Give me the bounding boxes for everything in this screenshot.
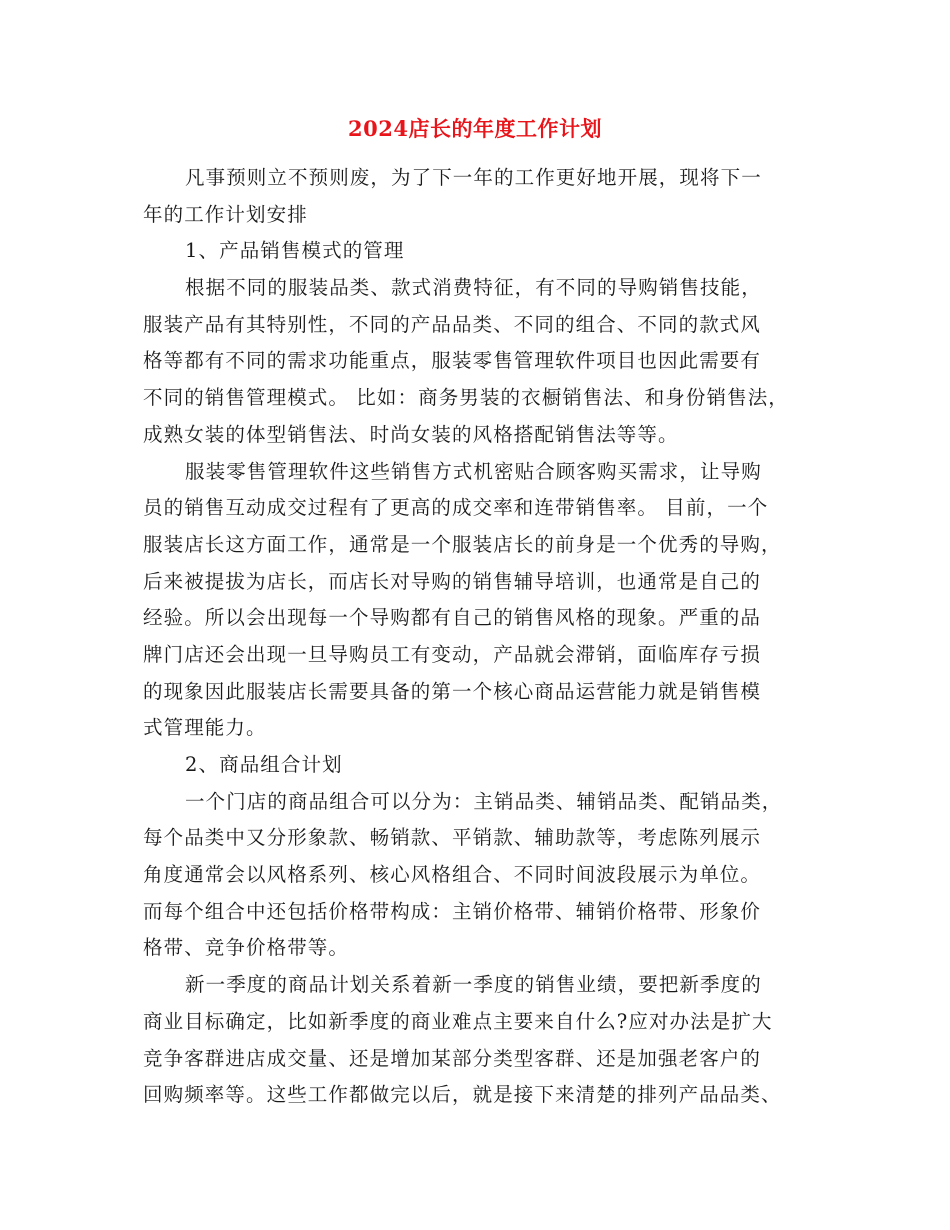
body-line: 1、产品销售模式的管理: [185, 239, 405, 263]
body-line: 的现象因此服装店长需要具备的第一个核心商品运营能力就是销售模: [143, 679, 762, 703]
body-line: 年的工作计划安排: [143, 202, 308, 226]
body-line: 根据不同的服装品类、款式消费特征，有不同的导购销售技能，: [185, 276, 762, 300]
body-line: 新一季度的商品计划关系着新一季度的销售业绩，要把新季度的: [185, 973, 762, 997]
body-line: 服装零售管理软件这些销售方式机密贴合顾客购买需求，让导购: [185, 459, 762, 483]
document-title: 2024店长的年度工作计划: [348, 116, 602, 141]
body-line: 员的销售互动成交过程有了更高的成交率和连带销售率。 目前，一个: [143, 496, 769, 520]
body-line: 成熟女装的体型销售法、时尚女装的风格搭配销售法等等。: [143, 422, 679, 446]
body-line: 回购频率等。这些工作都做完以后，就是接下来清楚的排列产品品类、: [143, 1083, 782, 1107]
body-line: 格等都有不同的需求功能重点，服装零售管理软件项目也因此需要有: [143, 349, 762, 373]
body-line: 服装产品有其特别性，不同的产品品类、不同的组合、不同的款式风: [143, 312, 762, 336]
body-line: 每个品类中又分形象款、畅销款、平销款、辅助款等，考虑陈列展示: [143, 826, 762, 850]
document-body: [143, 160, 823, 1114]
body-line: 经验。所以会出现每一个导购都有自己的销售风格的现象。严重的品: [143, 606, 762, 630]
body-line: 一个门店的商品组合可以分为：主销品类、辅销品类、配销品类，: [185, 789, 783, 813]
body-line: 式管理能力。: [143, 716, 267, 740]
body-line: 服装店长这方面工作，通常是一个服装店长的前身是一个优秀的导购，: [143, 532, 782, 556]
body-line: 而每个组合中还包括价格带构成：主销价格带、辅销价格带、形象价: [143, 899, 762, 923]
body-line: 牌门店还会出现一旦导购员工有变动，产品就会滞销，面临库存亏损: [143, 642, 762, 666]
body-line: 竞争客群进店成交量、还是增加某部分类型客群、还是加强老客户的: [143, 1046, 762, 1070]
body-line: 角度通常会以风格系列、核心风格组合、不同时间波段展示为单位。: [143, 863, 762, 887]
body-line: 后来被提拔为店长，而店长对导购的销售辅导培训，也通常是自己的: [143, 569, 762, 593]
body-line: 格带、竞争价格带等。: [143, 936, 350, 960]
body-line: 2、商品组合计划: [185, 753, 343, 776]
body-line: 凡事预则立不预则废，为了下一年的工作更好地开展，现将下一: [185, 166, 762, 189]
body-line: 不同的销售管理模式。 比如：商务男装的衣橱销售法、和身份销售法，: [143, 386, 789, 410]
body-line: 商业目标确定，比如新季度的商业难点主要来自什么?应对办法是扩大: [143, 1009, 773, 1033]
